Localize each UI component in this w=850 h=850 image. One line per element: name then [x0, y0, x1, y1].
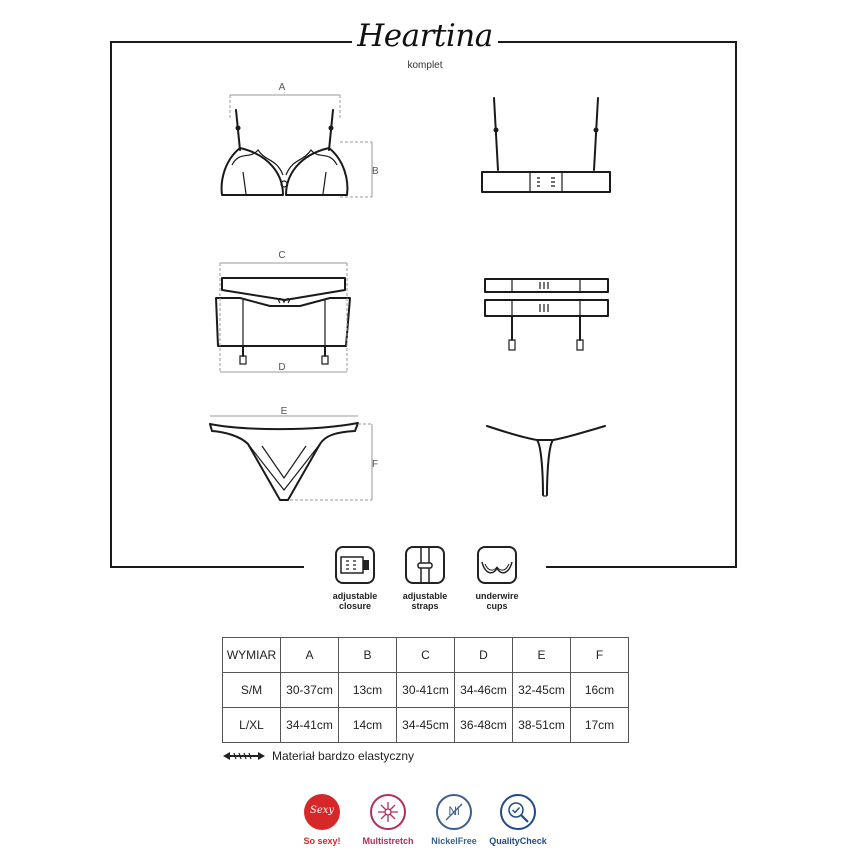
table-header-cell: D — [455, 638, 513, 673]
material-note — [222, 749, 414, 763]
table-cell: 13cm — [339, 673, 397, 708]
so-sexy-icon-text: Sexy — [309, 805, 335, 816]
garter-belt-front-drawing — [216, 250, 350, 373]
table-row — [223, 708, 629, 743]
table-header-cell: F — [571, 638, 629, 673]
feature-line2: closure — [338, 601, 371, 611]
thong-back-drawing — [487, 426, 605, 496]
material-note-text: Materiał bardzo elastyczny — [272, 749, 415, 763]
bra-front-drawing — [222, 82, 379, 197]
table-cell: 32-45cm — [513, 673, 571, 708]
badge-label: NickelFree — [431, 836, 477, 846]
feature-line2: cups — [486, 601, 508, 611]
table-cell: S/M — [223, 673, 281, 708]
feature-line1: adjustable — [332, 591, 378, 601]
table-header-cell: C — [397, 638, 455, 673]
thong-front-drawing — [210, 406, 378, 500]
table-row — [223, 673, 629, 708]
brand-title: Heartina — [357, 18, 493, 54]
feature-line1: underwire — [475, 591, 519, 601]
bra-back-drawing — [482, 98, 610, 192]
feature-line2: straps — [411, 601, 439, 611]
adjustable-straps-icon — [405, 546, 445, 584]
nickelfree-icon — [436, 794, 472, 830]
dimension-label-c: C — [278, 250, 286, 261]
table-header-row — [223, 638, 629, 673]
table-cell: 30-37cm — [281, 673, 339, 708]
badge-label: Multistretch — [362, 836, 414, 846]
garter-belt-back-drawing — [485, 279, 608, 350]
table-cell: 30-41cm — [397, 673, 455, 708]
dimension-label-f: F — [372, 459, 379, 470]
table-cell: 34-45cm — [397, 708, 455, 743]
dimension-label-b: B — [372, 166, 379, 177]
dimension-label-e: E — [280, 406, 288, 417]
badge-label: So sexy! — [303, 836, 341, 846]
badge-qualitycheck — [478, 794, 558, 846]
qualitycheck-icon — [500, 794, 536, 830]
table-cell: 36-48cm — [455, 708, 513, 743]
stretch-arrows-icon — [222, 751, 266, 761]
dimension-label-d: D — [278, 362, 286, 373]
table-cell: 14cm — [339, 708, 397, 743]
table-header-cell: WYMIAR — [223, 638, 281, 673]
multistretch-icon — [370, 794, 406, 830]
table-cell: 17cm — [571, 708, 629, 743]
dimension-label-a: A — [278, 82, 286, 93]
size-table — [222, 637, 629, 743]
brand-subtitle: komplet — [407, 60, 443, 71]
underwire-cups-icon — [477, 546, 517, 584]
table-header-cell: E — [513, 638, 571, 673]
feature-adjustable-straps — [390, 546, 460, 611]
feature-underwire-cups — [462, 546, 532, 611]
table-cell: 38-51cm — [513, 708, 571, 743]
table-cell: 16cm — [571, 673, 629, 708]
table-header-cell: B — [339, 638, 397, 673]
table-cell: 34-41cm — [281, 708, 339, 743]
nickelfree-icon-text: Ni — [448, 804, 460, 818]
badge-label: QualityCheck — [489, 836, 547, 846]
table-header-cell: A — [281, 638, 339, 673]
adjustable-closure-icon — [335, 546, 375, 584]
table-cell: 34-46cm — [455, 673, 513, 708]
feature-line1: adjustable — [402, 591, 448, 601]
feature-adjustable-closure — [320, 546, 390, 611]
table-cell: L/XL — [223, 708, 281, 743]
so-sexy-icon — [304, 794, 340, 830]
